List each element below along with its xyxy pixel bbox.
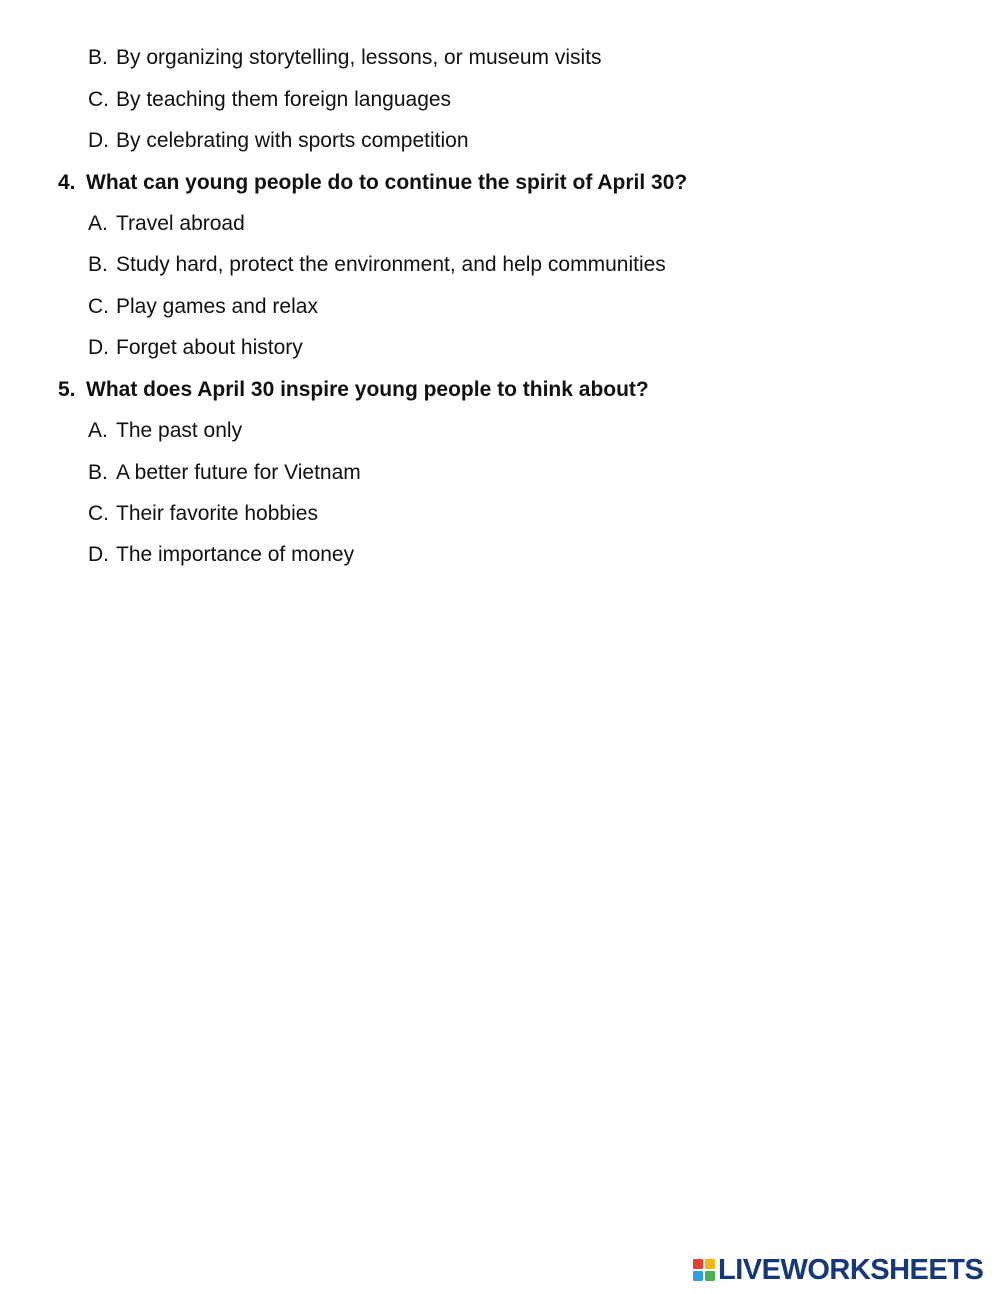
option-text: By celebrating with sports competition <box>116 129 469 152</box>
option-letter: A. <box>88 419 108 442</box>
q3-option-b[interactable] <box>88 45 602 71</box>
question-text: What can young people do to continue the spirit of April 30? <box>86 171 688 194</box>
option-text: Forget about history <box>116 336 303 359</box>
option-text: Study hard, protect the environment, and help communities <box>116 253 666 276</box>
q3-option-c[interactable] <box>88 87 451 113</box>
logo-tile-green <box>705 1271 715 1281</box>
question-5 <box>58 377 649 403</box>
q5-option-c[interactable] <box>88 501 318 527</box>
q5-option-b[interactable] <box>88 460 361 486</box>
option-letter: C. <box>88 502 109 525</box>
q5-option-a[interactable] <box>88 418 242 444</box>
q3-option-d[interactable] <box>88 128 469 154</box>
question-4 <box>58 170 687 196</box>
liveworksheets-logo-icon <box>693 1259 715 1281</box>
option-text: Play games and relax <box>116 295 318 318</box>
option-letter: C. <box>88 88 109 111</box>
option-letter: A. <box>88 212 108 235</box>
option-letter: D. <box>88 336 109 359</box>
option-text: Their favorite hobbies <box>116 502 318 525</box>
q5-option-d[interactable] <box>88 542 354 568</box>
option-text: Travel abroad <box>116 212 245 235</box>
option-text: A better future for Vietnam <box>116 461 361 484</box>
logo-tile-red <box>693 1259 703 1269</box>
option-letter: B. <box>88 461 108 484</box>
q4-option-b[interactable] <box>88 252 666 278</box>
q4-option-c[interactable] <box>88 294 318 320</box>
question-number: 4. <box>58 171 76 194</box>
logo-tile-yellow <box>705 1259 715 1269</box>
q4-option-a[interactable] <box>88 211 245 237</box>
question-number: 5. <box>58 378 76 401</box>
option-letter: D. <box>88 543 109 566</box>
option-text: By teaching them foreign languages <box>116 88 452 111</box>
option-letter: D. <box>88 129 109 152</box>
option-text: The past only <box>116 419 243 442</box>
option-letter: B. <box>88 46 108 69</box>
liveworksheets-logo <box>693 1254 983 1286</box>
option-letter: B. <box>88 253 108 276</box>
option-text: By organizing storytelling, lessons, or museum visits <box>116 46 602 69</box>
q4-option-d[interactable] <box>88 335 303 361</box>
option-letter: C. <box>88 295 109 318</box>
logo-wordmark: LIVEWORKSHEETS <box>718 1254 984 1286</box>
logo-tile-blue <box>693 1271 703 1281</box>
question-text: What does April 30 inspire young people to think about? <box>86 378 649 401</box>
option-text: The importance of money <box>116 543 355 566</box>
